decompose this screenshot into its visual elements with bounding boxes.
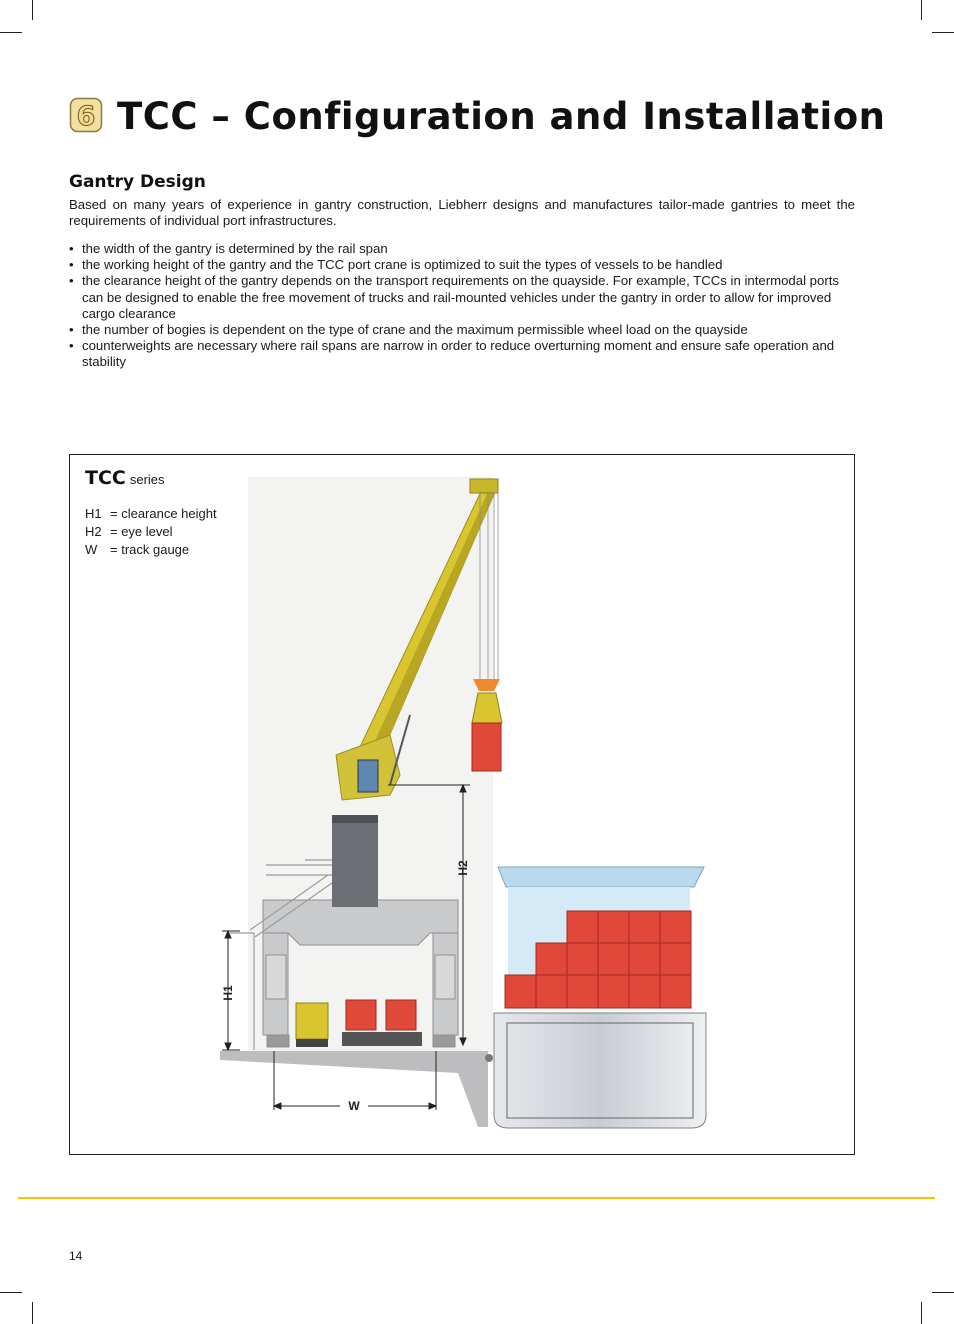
list-item — [69, 273, 859, 322]
bullet-list — [69, 241, 859, 371]
bullet-dot: • — [69, 322, 74, 338]
list-item-text: the working height of the gantry and the TCC port crane is optimized to suit the types of vessels to be handled — [82, 257, 723, 273]
bollard — [485, 1054, 493, 1062]
pedestal-top — [332, 815, 378, 823]
chapter-number-badge — [69, 97, 103, 133]
crane-pedestal — [332, 815, 378, 907]
footer-rule — [18, 1197, 935, 1199]
chapter-number: 6 — [76, 101, 96, 132]
crop-mark — [921, 0, 922, 20]
crop-mark — [932, 1292, 954, 1293]
crop-mark — [32, 0, 33, 20]
figure-box — [69, 454, 855, 1155]
quay-wall — [220, 1051, 488, 1127]
list-item-text: counterweights are necessary where rail spans are narrow in order to reduce overturning moment and ensure safe operation and stability — [82, 338, 835, 370]
list-item — [69, 322, 859, 338]
bullet-dot: • — [69, 257, 74, 273]
truck — [296, 1003, 328, 1039]
truck-chassis — [296, 1039, 328, 1047]
legend-value: = eye level — [110, 524, 173, 539]
rail-car-container — [346, 1000, 376, 1030]
section-heading: Gantry Design — [69, 172, 206, 192]
list-item — [69, 338, 859, 370]
h2-dimension-label: H2 — [456, 860, 470, 876]
rail-car — [382, 1032, 422, 1046]
crane-illustration — [70, 455, 854, 1154]
list-item-text: the clearance height of the gantry depends on the transport requirements on the quayside. For example, TCCs in intermodal ports can be designed to enable the free movement of trucks and rail-mounted vehicles under the gantry in order to allow for improved cargo clearance — [82, 273, 839, 321]
rail-car — [342, 1032, 382, 1046]
crop-mark — [932, 32, 954, 33]
page-title: TCC – Configuration and Installation — [117, 95, 886, 138]
list-item — [69, 257, 859, 273]
operator-cabin — [358, 760, 378, 792]
bullet-dot: • — [69, 273, 74, 289]
list-item — [69, 241, 859, 257]
legend-value: = clearance height — [110, 506, 217, 521]
list-item-text: the width of the gantry is determined by the rail span — [82, 241, 388, 256]
list-item-text: the number of bogies is dependent on the type of crane and the maximum permissible wheel load on the quayside — [82, 322, 748, 338]
bullet-dot: • — [69, 338, 74, 354]
h1-dimension-label: H1 — [221, 985, 235, 1001]
intro-paragraph: Based on many years of experience in gantry construction, Liebherr designs and manufactures tailor-made gantries to meet the requirements of individual port infrastructures. — [69, 197, 855, 228]
legend-key: H2 — [85, 524, 102, 539]
crop-mark — [32, 1302, 33, 1324]
brand-label: TCC — [85, 467, 126, 489]
rail-car-container — [386, 1000, 416, 1030]
page-number: 14 — [69, 1249, 83, 1263]
boom-tip — [470, 479, 498, 493]
series-label: series — [129, 472, 165, 487]
crop-mark — [0, 32, 22, 33]
crop-mark — [0, 1292, 22, 1293]
bullet-dot: • — [69, 241, 74, 256]
legend-key: W — [85, 542, 98, 557]
w-dimension-label: W — [348, 1099, 360, 1113]
legend-value: = track gauge — [110, 542, 190, 557]
crop-mark — [921, 1302, 922, 1324]
hanging-container — [472, 723, 501, 771]
legend-key: H1 — [85, 506, 102, 521]
